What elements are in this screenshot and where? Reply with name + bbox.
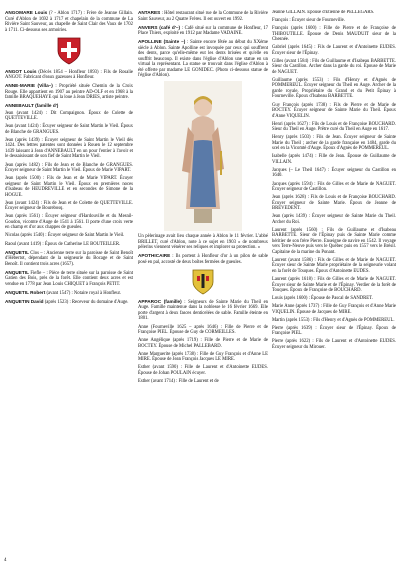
entry-text: : Seigneurs de Sainte Marie du Theil en Auge. Famille maintenue dans la noblesse le 16 février 1669. Elle porte d'argent à deux fasces denticelées de sable. Famille éteinte en 1801. [138,299,268,322]
entry: Guillaume (après 1553) : Fils d'Henry et d'Agnès de POMMEREUL. Écuyer seigneur du Theil en Auge. Archer de la garde royale. Propriétaire du Grand et du Petit Épinay à Fourneville. Époux d'Isabeau BARBETTE. [272,77,396,100]
entry-anquetin-david [5,299,133,306]
entry-heading: ANTARES [138,10,161,15]
entry: Jean (après 1561) : Écuyer seigneur d'Hardouville et du Mesnil-Goudon, vicomte d'Auge de 1541 à 1561. Il porte d'une croix verte en champ et d'or aux chappes de gueules. [5,214,133,231]
entry: Jacques (– Le Theil 1647) : Écuyer seigneur du Castillon en 1640. [272,167,396,179]
entry: Guy François (après 1738) : Fils de Pierre et de Marie de BOCTEY. Écuyer seigneur de Sainte Marie du Theil. Époux d'Anne VIQUELIN. [272,102,396,119]
entry-heading: ANVERS (café d'–) [138,24,181,30]
entry: Jean (après 1482) : Fils de Jean et de Blanche de GRANGUES. Écuyer seigneur de Saint Martin le Vieil. Époux de Marie VIPART. [5,162,133,174]
entry-text: : Ils portent à Honfleur d'or à un pilon de sable posé en pal, accosté de deux boîtes fermées de gueules. [138,254,268,265]
entry: Jean (après 1500) : Fils de Jean et de Marie VIPART. Écuyer seigneur de Saint Martin le Vieil. Époux en premières noces d'Isabeau de HEUDREVILLE et en secondes de Simone de la HOGUE. [5,176,133,198]
entry: Laurent (après 1560) : Fils de Guillaume et d'Isabeau BARBETTE. Sieur de l'Épinay puis de Sainte Marie comme héritier de son frère Pierre. Enseigne de navire en 1542. Il voyage vers Terre-Neuve puis vers le Québec puis en 1557 vers le Brésil. Capitaine de la marine du Ponant. [272,227,396,255]
entry: Gilles (avant 1584) : Fils de Guillaume et d'Isabeau BARBETTE. Sieur du Castillon. Archer dans la garde du roi. Épouse de Marie de NAGUET. [272,58,396,75]
entry-heading: ANQUETIL [5,249,29,255]
column-1 [5,10,133,560]
entry-heading: ANQUETIL Robert [5,289,46,295]
entry-anvers [138,25,268,37]
entry: Jean (avant 1424) : Dit Compaignon. Époux de Colette de QUETTEVILLE. [5,110,133,122]
entry: François : Écuyer sieur de Fourneville. [272,18,345,24]
entry-angot [5,69,133,81]
entry: Pierre (après 1622) : Fils de Laurent et d'Antoinette EUDES. Écuyer seigneur du Mirouer. [272,339,396,350]
entry-heading: ANQUETIL [5,269,29,275]
entry: Laurent (après 1618) : Fils de Gilles et de Marie de NAGUET. Écuyer sieur de Sainte Marie et de l'Épinay. Verdier de la forêt de Touques. Époux de Françoise de BOUCHARD. [272,277,396,293]
entry: Henry (après 1503) : Fils de Jean. Écuyer seigneur de Sainte Marie du Theil ; archer de la garde française en 1484, garde du scel en la Vicomté d'Auge. Époux d'Agnès de POMMEREUL. [272,135,396,152]
entry: Laurent (avant 1586) : Fils de Gilles et de Marie de NAGUET. Écuyer sieur de Sainte Marie propriétaire de la seigneurie volant en la forêt de Touques. Époux d'Antoinette EUDES. [272,257,396,274]
entry: Jean (avant 1424) : Écuyer seigneur de Saint Martin le Vieil. Époux de Blanche de GRANGUES. [5,124,133,135]
entry-text: : Sainte encore fêtée au début du XXème siècle à Ablon. Sainte Apolline est invoquée par ceux qui souffrent des dents, parce qu'elle-même eut les dents brisées et qu'elle en souffrit beaucoup. Il existe dans l'église d'Ablon une statue en un virtual la représentant. La statue se trouvait dans l'église d'Ablon à été offerte par madame LE GONIDEC. (Photo ci-dessous statue de l'église d'Ablon). [138,40,268,79]
coat-of-arms-icon [191,268,215,296]
entry-anquetil-clos [5,250,133,268]
entry-text: (Décès 1854 – Honfleur 1893) : Fils de Rosalie ANGOT. Fabricant d'eaux gazeuses à Honfleur. [5,69,133,81]
entry-heading: ANGOT Louis [5,68,37,74]
entry: Esther (avant 1590) : Fille de Laurent et d'Antoinette EUDES. Épouse de Johan POULAIN écuyer. [138,365,268,376]
entry-heading: APPAROC (famille) [138,298,182,304]
entry-heading: APOTHICAIRE [138,253,171,259]
entry: Isabelle (après 1474) : Fille de Jean. Épouse de Guillaume de VILLAIN. [272,154,396,165]
section-title: ANNEBAULT (famille d') [5,103,59,109]
entry-text: (après 1523) : Receveur du domaine d'Auge. [44,299,129,305]
entry-anquetil-fief [5,270,133,288]
entry: Jean (après 1439) : Écuyer seigneur de Sainte Marie du Theil. Archer du Roi. [272,214,396,225]
entry: Jeanne GILLAIN. Épouse d'Étienne de PELLEGARS. [272,10,375,15]
entry-apolline [138,39,268,79]
entry-anne-marie [5,83,133,101]
entry: Anne Angélique (après 1719) : Fille de Pierre et de Marie de BOCTEY. Épouse de Michel PALLEBARD. [138,338,268,349]
statue-photo-icon [164,81,242,231]
entry: Jean (après 1628) : Fils de Louis et de Françoise BOUCHARD. Écuyer seigneur de Sainte Marie. Époux de Jeanne de BREVEDENT. [272,195,396,212]
entry-text: (avant 1547) : Notaire royal à Honfleur. [46,290,122,296]
entry: Jean (avant 1424) : Fils de Jean et de Colette de QUETTEVILLE. Écuyer seigneur de Bourebosq. [5,200,133,212]
entry: Gabriel (après 1645) : Fils de Laurent et d'Antoinette EUDES. Écuyer sieur de l'Épinay. [272,45,396,56]
entry-apparoc [138,299,268,322]
entry-antares [138,10,268,22]
entry: Un pèlerinage avait lieu chaque année à Ablon le 11 février. L'abbé BRILLET, curé d'Ablon, note à ce sujet en 1903 « de nombreux pèlerins viennent vénérer ses reliques et implorer sa protection. » [138,234,268,251]
entry-heading: APOLLINE (Sainte –) [138,39,186,45]
entry-text: : Hôtel restaurant situé rue de la Commune de la Rivière Saint Sauveur, au 2 Quatre Frères. Il est ouvert en 1992. [138,11,268,22]
entry: François (après 1600) : Fille de Pierre et de Françoise de THIBOUTILLE. Épouse de Denis MAUDUIT sieur de la Chesnée. [272,26,396,43]
page-number: 4 [4,557,7,563]
entry: Esther (avant 1714) : Fille de Laurent et de [138,378,219,384]
entry: Pierre (après 1639) : Écuyer sieur de l'Épinay. Époux de Françoise PIEL. [272,325,396,337]
entry: Jean (après 1439) : Écuyer seigneur de Saint Martin le Vieil dès 1424. Des lettres patentes sont données à Rouen le 12 septembre 1439 laissant à Jean d'ANNEBAULT en un pour l'entier à l'avoir et le dessaisissant de son fief de Saint Martin le Vieil. [5,137,133,160]
entry: Louis (après 1600) : Épouse de Pascal de SANDRET. [272,296,373,302]
entry-angomare [5,10,133,33]
entry: Jacques (après 1594) : Fils de Gilles et de Marie de NAGUET. Écuyer seigneur de Castillon. [272,181,396,193]
entry-text: : Café situé sur la commune de Honfleur, 17 Place Thiers, exploité en 1912 par Madame VADAINE. [138,25,268,37]
entry-text: Fiefle – : Pièce de terre située sur la paroisse de Saint Gatien des Bois, près de la forêt. Elle contient deux acres et est vendue en 1778 par Jean Louis CHIQUET à François PETIT. [5,270,133,287]
entry-text: (? - Ablon 1717) : Frère de Jeanne Gillain. Curé d'Ablon de 1692 à 1717 et chapelain de la commune de La Rivière Saint Sauveur, au chapelle de Saint Clair des Vaux de 1702 à 1711. Ci-dessous ses armoiries. [5,11,133,33]
coat-of-arms-icon [56,36,82,66]
entry: Anne Marguerite (après 1738) : Fille de Guy François et d'Anne LE MIRE. Épouse de Jean François Jacques LE MIRE. [138,351,268,363]
entry: Anne (Fourneville 1625 – après 1646) : Fille de Pierre et de Françoise PIEL. Épouse de Guy de CORMEILLES. [138,324,268,336]
entry-text: Clos – : Ancienne terre sur la paroisse de Saint Benoît d'Hébertot, dépendant de la seigneurie du Bocage et de Saint Benoît. Il contient trois acres (1657). [5,250,133,267]
entry: Raoul (avant 1419) : Époux de Catherine LE BOUTEILLER. [5,241,121,247]
entry-apothicaire [138,253,268,265]
entry: Henri (après 1627) : Fils de Louis et de Françoise BOUCHARD. Sieur du Theil en Auge. Prêtre curé du Theil en Auge en 1617. [272,121,396,133]
entry: Nicolas (après 1540) : Écuyer seigneur de Saint Martin le Vieil. [5,233,125,239]
entry: Marie Anne (après 1737) : Fille de Guy François et d'Anne Marie VIQUELIN. Épouse de Jacques de MIRE. [272,304,396,315]
entry-anquetil-robert [5,290,133,297]
entry-heading: ANGOMARE Louis [5,10,48,15]
entry-heading: ANQUETIN David [5,298,44,304]
entry: Martin (après 1553) : Fils d'Henry et d'Agnès de POMMEREUL. [272,317,395,323]
column-3 [272,10,396,560]
column-2 [138,10,268,560]
entry-heading: ANNE-MARIE (Villa–) [5,83,53,89]
entry-text: : Propriété située Chemin de la Croix Rouge. Elle appartient en 1907 au peintre AD-OLF et en 1968 à la famille BRAQUEHAYE qui la loue à Jean DRIES, artiste peintre. [5,84,133,101]
